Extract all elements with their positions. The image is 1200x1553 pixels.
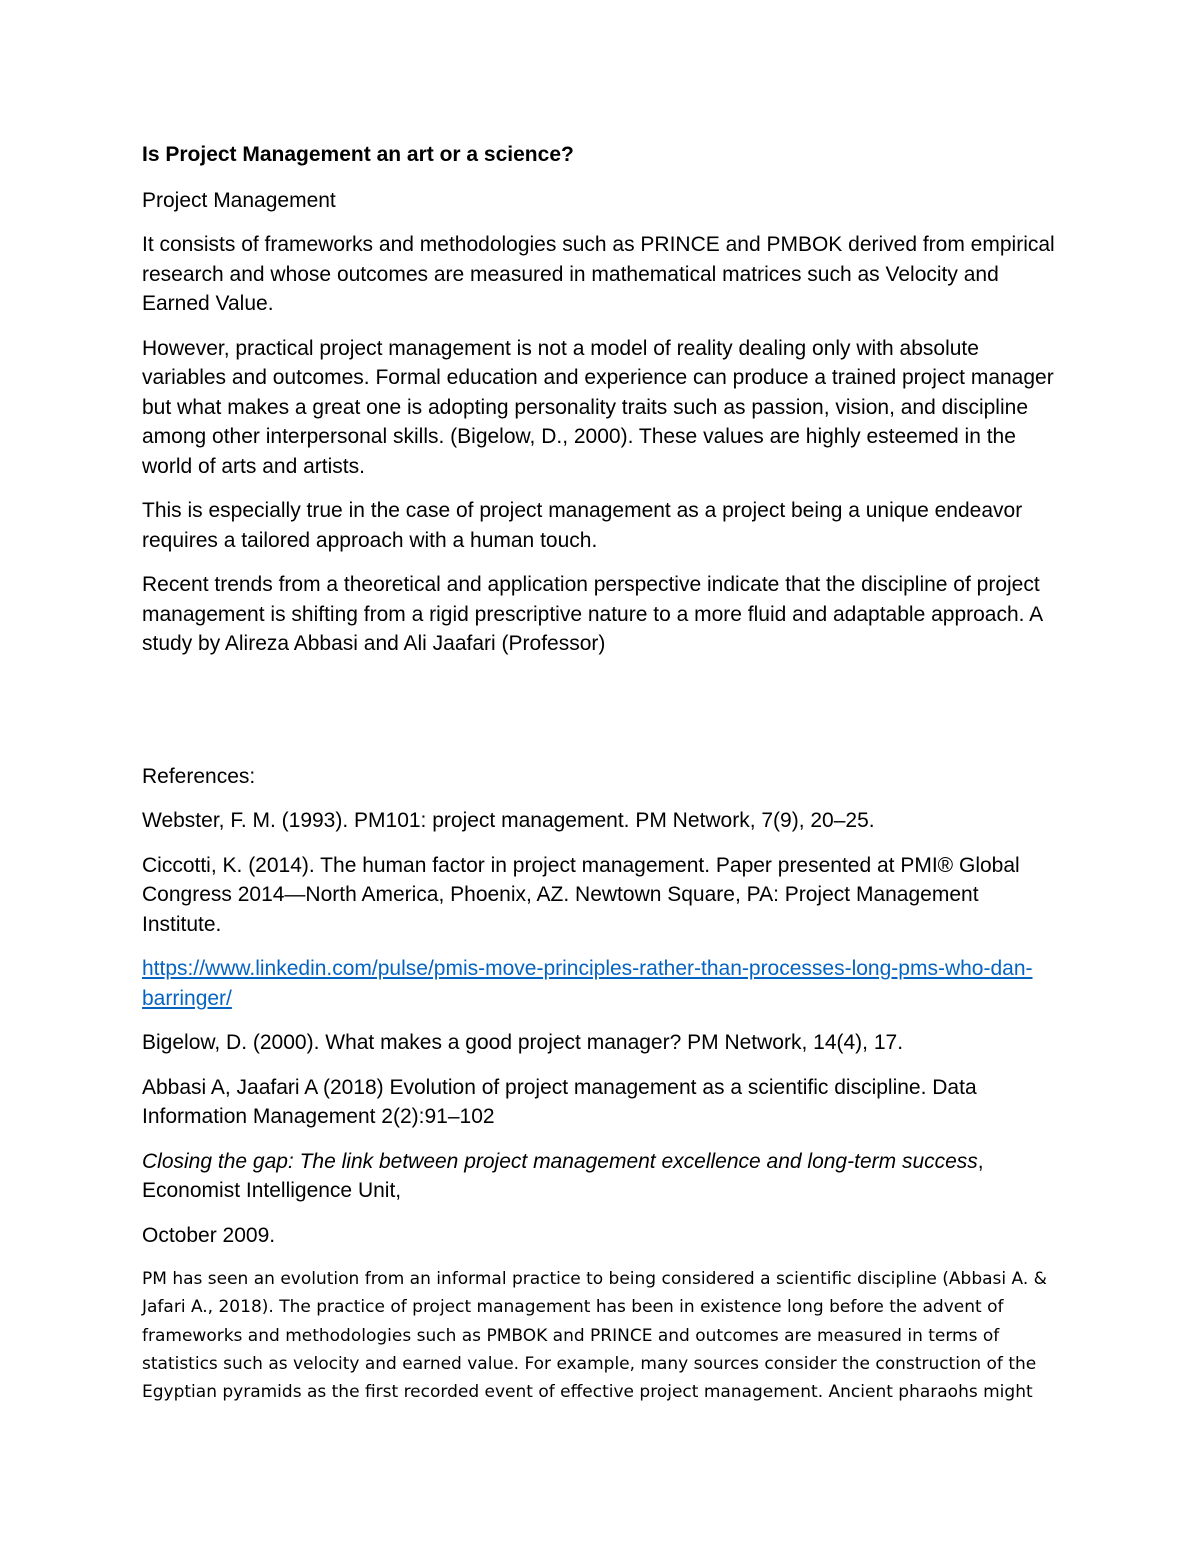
section-heading: Project Management — [142, 188, 336, 212]
paragraph-evolution: PM has seen an evolution from an informal practice to being considered a scientific discipline (Abbasi A. & Jafari A., 2018). The practice of project management has been in existence long before the advent of frameworks and methodologies such as PMBOK and PRINCE and outcomes are measured in terms of statistics such as velocity and earned value. For example, many sources consider the construction of the Egyptian pyramids as the first recorded event of effective project management. Ancient pharaohs might — [142, 1269, 1047, 1403]
reference-link-paragraph — [142, 954, 1062, 1013]
paragraph-frameworks: It consists of frameworks and methodologies such as PRINCE and PMBOK derived from empirical research and whose outcomes are measured in mathematical matrices such as Velocity and Earned Value. — [142, 233, 1055, 315]
reference-webster: Webster, F. M. (1993). PM101: project management. PM Network, 7(9), 20–25. — [142, 809, 875, 832]
reference-closing-rest: , Economist Intelligence Unit, — [142, 1149, 984, 1202]
paragraph-practical: However, practical project management is not a model of reality dealing only with absolute variables and outcomes. Formal education and experience can produce a trained project manager but what makes a great one is adopting personality traits such as passion, vision, and discipline among other interpersonal skills. (Bigelow, D., 2000). These values are highly esteemed in the world of arts and artists. — [142, 336, 1054, 478]
document-body — [142, 140, 1062, 1421]
paragraph-recent-trends: Recent trends from a theoretical and application perspective indicate that the discipline of project management is shifting from a rigid prescriptive nature to a more fluid and adaptable approach. A study by Alireza Abbasi and Ali Jaafari (Professor) — [142, 573, 1043, 655]
reference-date: October 2009. — [142, 1223, 276, 1247]
reference-bigelow: Bigelow, D. (2000). What makes a good project manager? PM Network, 14(4), 17. — [142, 1031, 904, 1054]
reference-closing-title: Closing the gap: The link between project management excellence and long-term success — [142, 1149, 978, 1173]
paragraph-unique-endeavor: This is especially true in the case of project management as a project being a unique endeavor requires a tailored approach with a human touch. — [142, 499, 1023, 552]
reference-link[interactable]: https://www.linkedin.com/pulse/pmis-move-principles-rather-than-processes-long-pms-who-dan-barringer/ — [142, 957, 1033, 1010]
blank-space — [142, 674, 1062, 762]
reference-ciccotti: Ciccotti, K. (2014). The human factor in project management. Paper presented at PMI® Global Congress 2014—North America, Phoenix, AZ. Newtown Square, PA: Project Management Institute. — [142, 853, 1020, 936]
reference-abbasi: Abbasi A, Jaafari A (2018) Evolution of project management as a scientific discipline. Data Information Management 2(2):91–102 — [142, 1075, 977, 1128]
references-heading: References: — [142, 764, 256, 788]
document-title: Is Project Management an art or a science? — [142, 143, 574, 166]
reference-closing-gap — [142, 1147, 1062, 1206]
